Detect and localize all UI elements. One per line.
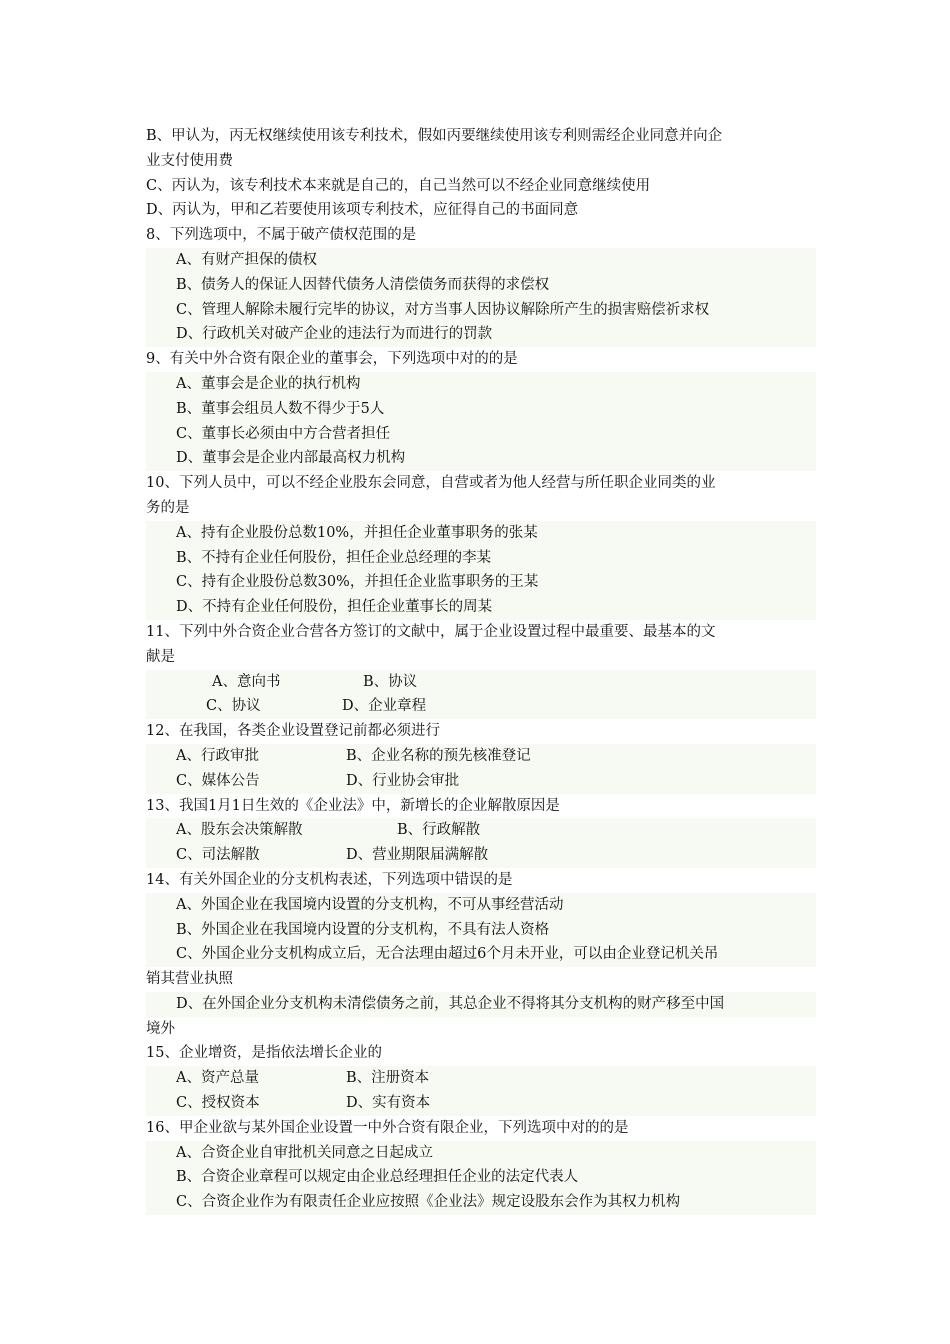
question-8: 8、下列选项中，不属于破产债权范围的是 (146, 227, 417, 244)
option-b: B、注册资本 (346, 1070, 430, 1087)
text-line: C、丙认为，该专利技术本来就是自己的，自己当然可以不经企业同意继续使用 (146, 177, 651, 194)
option-line: C、持有企业股份总数30%，并担任企业监事职务的王某 (146, 570, 816, 595)
option-line: B、外国企业在我国境内设置的分支机构，不具有法人资格 (146, 918, 816, 943)
option-line: D、不持有企业任何股份，担任企业董事长的周某 (146, 595, 816, 620)
option-pair (146, 1066, 816, 1091)
option-line: A、外国企业在我国境内设置的分支机构，不可从事经营活动 (146, 893, 816, 918)
option-line: A、有财产担保的债权 (146, 248, 816, 273)
option-pair (146, 694, 816, 719)
question-16: 16、甲企业欲与某外国企业设置一中外合资有限企业，下列选项中对的的是 (146, 1119, 629, 1136)
option-line: B、债务人的保证人因替代债务人清偿债务而获得的求偿权 (146, 273, 816, 298)
option-line: A、董事会是企业的执行机构 (146, 372, 816, 397)
option-d: D、营业期限届满解散 (346, 847, 489, 864)
option-line: D、董事会是企业内部最高权力机构 (146, 446, 816, 471)
text-line: 业支付使用费 (146, 152, 233, 169)
option-line: D、在外国企业分支机构未清偿债务之前，其总企业不得将其分支机构的财产移至中国 (146, 992, 816, 1017)
option-pair (146, 818, 816, 843)
text-line: 献是 (146, 648, 175, 665)
option-a: A、股东会决策解散 (176, 822, 303, 839)
option-d: D、实有资本 (346, 1095, 431, 1112)
text-line: D、丙认为，甲和乙若要使用该项专利技术，应征得自己的书面同意 (146, 202, 579, 219)
option-b: B、企业名称的预先核准登记 (346, 747, 531, 764)
option-line: C、外国企业分支机构成立后，无合法理由超过6个月未开业，可以由企业登记机关吊 (146, 942, 816, 967)
option-b: B、协议 (363, 673, 418, 690)
text-line: 销其营业执照 (146, 971, 233, 988)
text-line: 务的是 (146, 499, 190, 516)
option-line: C、董事长必须由中方合营者担任 (146, 422, 816, 447)
option-pair (146, 769, 816, 794)
question-9: 9、有关中外合资有限企业的董事会，下列选项中对的的是 (146, 351, 518, 368)
option-d: D、行业协会审批 (346, 772, 460, 789)
option-line: C、合资企业作为有限责任企业应按照《企业法》规定设股东会作为其权力机构 (146, 1190, 816, 1215)
option-pair (146, 1091, 816, 1116)
option-a: A、行政审批 (176, 747, 259, 764)
option-line: D、行政机关对破产企业的违法行为而进行的罚款 (146, 322, 816, 347)
option-line: A、合资企业自审批机关同意之日起成立 (146, 1141, 816, 1166)
question-11: 11、下列中外合资企业合营各方签订的文献中，属于企业设置过程中最重要、最基本的文 (146, 623, 716, 640)
text-line: B、甲认为，丙无权继续使用该专利技术，假如丙要继续使用该专利则需经企业同意并向企 (146, 128, 723, 144)
document-body (146, 124, 816, 1215)
question-15: 15、企业增资，是指依法增长企业的 (146, 1045, 382, 1062)
question-14: 14、有关外国企业的分支机构表述，下列选项中错误的是 (146, 871, 513, 888)
option-c: C、司法解散 (176, 847, 260, 864)
option-line: A、持有企业股份总数10%，并担任企业董事职务的张某 (146, 521, 816, 546)
option-a: A、资产总量 (176, 1070, 259, 1087)
option-c: C、授权资本 (176, 1095, 260, 1112)
option-pair (146, 843, 816, 868)
option-a: A、意向书 (212, 673, 281, 690)
option-c: C、协议 (206, 698, 261, 715)
question-13: 13、我国1月1日生效的《企业法》中，新增长的企业解散原因是 (146, 797, 560, 814)
option-c: C、媒体公告 (176, 772, 260, 789)
option-line: B、董事会组员人数不得少于5人 (146, 397, 816, 422)
option-line: C、管理人解除未履行完毕的协议，对方当事人因协议解除所产生的损害赔偿祈求权 (146, 298, 816, 323)
question-12: 12、在我国，各类企业设置登记前都必须进行 (146, 723, 440, 740)
option-line: B、不持有企业任何股份，担任企业总经理的李某 (146, 546, 816, 571)
option-b: B、行政解散 (397, 822, 481, 839)
question-10: 10、下列人员中，可以不经企业股东会同意，自营或者为他人经营与所任职企业同类的业 (146, 475, 716, 492)
option-line: B、合资企业章程可以规定由企业总经理担任企业的法定代表人 (146, 1165, 816, 1190)
option-d: D、企业章程 (342, 698, 427, 715)
option-pair (146, 744, 816, 769)
text-line: 境外 (146, 1020, 175, 1037)
option-pair (146, 670, 816, 695)
